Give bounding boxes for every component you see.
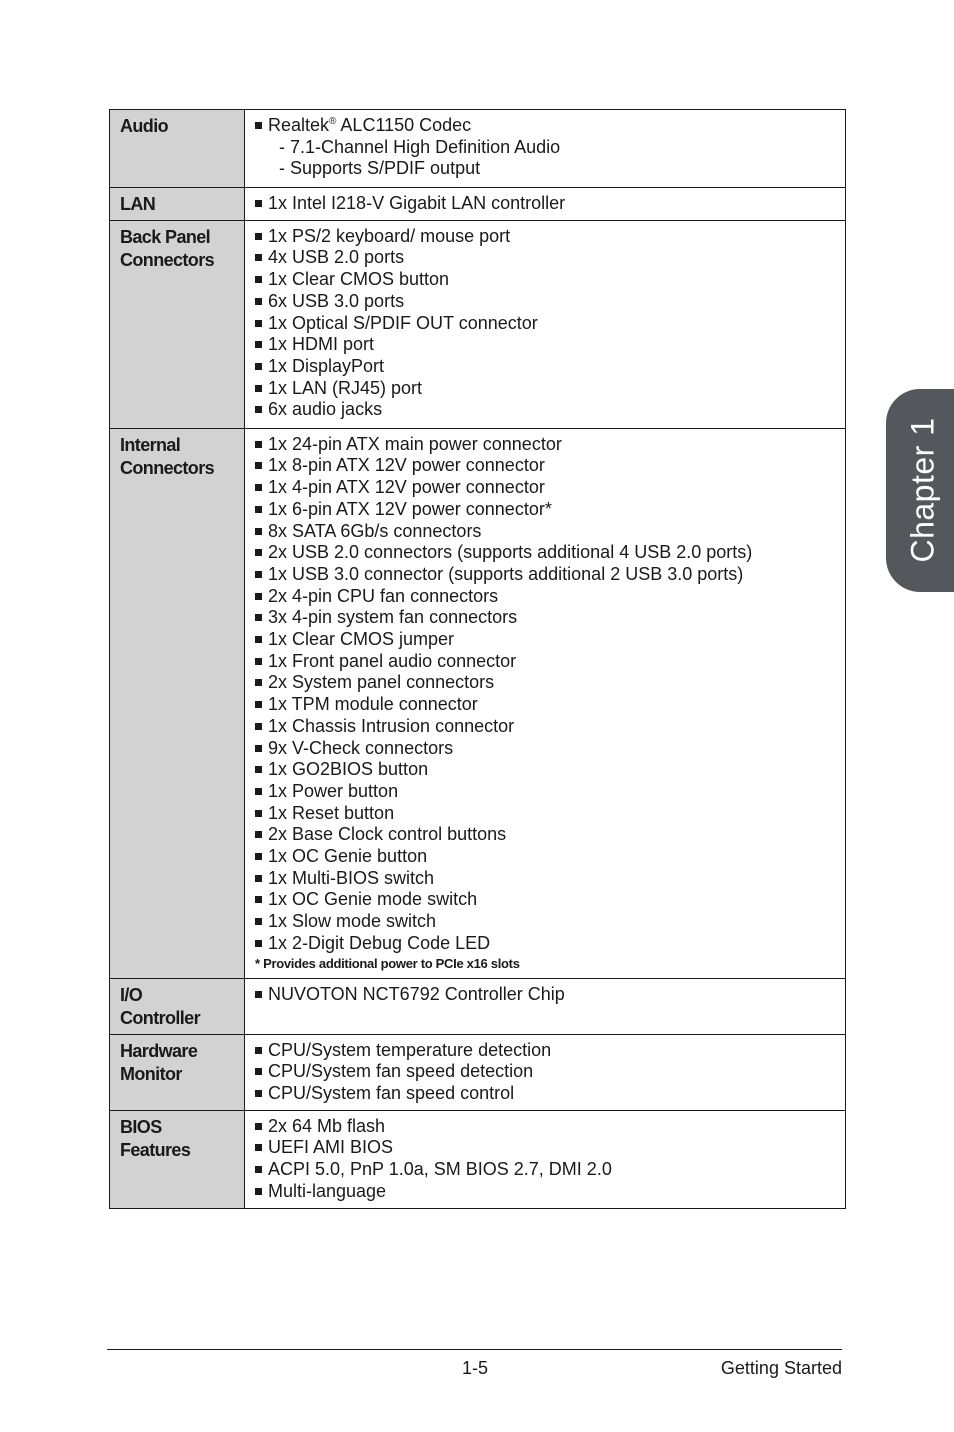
spec-item [255,1137,845,1159]
spec-item [255,586,845,608]
spec-table [109,109,846,1209]
spec-row-io-controller [110,978,846,1034]
spec-item [255,781,845,803]
item-text: 1x Intel I218-V Gigabit LAN controller [268,193,566,213]
spec-item [255,694,845,716]
spec-item [255,984,845,1006]
footer-divider [107,1349,842,1350]
item-text: 1x OC Genie button [268,846,428,867]
spec-item [255,716,845,738]
spec-content [245,1110,846,1208]
spec-item [255,115,845,137]
spec-item [255,607,845,629]
bullet-square-icon [255,441,262,448]
bullet-square-icon [255,200,262,207]
label-line: Hardware [120,1040,198,1061]
item-text: UEFI AMI BIOS [268,1137,394,1158]
spec-row-audio [110,110,846,188]
item-text: 1x 6-pin ATX 12V power connector* [268,498,552,519]
item-text: 6x USB 3.0 ports [268,290,405,311]
spec-label [110,1034,245,1110]
item-text: 2x 64 Mb flash [268,1115,386,1136]
spec-item [255,291,845,313]
spec-label [110,220,245,428]
label-line: Connectors [120,457,215,478]
item-text: 6x audio jacks [268,399,383,420]
spec-subitem: - Supports S/PDIF output [279,158,481,179]
bullet-square-icon [255,1090,262,1097]
item-text: 1x Chassis Intrusion connector [268,715,515,736]
item-text: 1x DisplayPort [268,355,385,376]
label-line: Monitor [120,1063,182,1084]
spec-item [255,455,845,477]
bullet-square-icon [255,831,262,838]
spec-item [255,738,845,760]
bullet-square-icon [255,1123,262,1130]
bullet-square-icon [255,462,262,469]
spec-subitem: - 7.1-Channel High Definition Audio [279,136,561,157]
bullet-square-icon [255,810,262,817]
item-text: 3x 4-pin system fan connectors [268,607,518,628]
spec-item [255,356,845,378]
label-line: Controller [120,1007,201,1028]
item-text: 1x OC Genie mode switch [268,889,478,910]
bullet-square-icon [255,233,262,240]
item-text: 1x Reset button [268,802,395,823]
spec-row-bios-features [110,1110,846,1208]
bullet-square-icon [255,679,262,686]
spec-item [255,759,845,781]
bullet-square-icon [255,506,262,513]
item-text: 1x Front panel audio connector [268,650,517,671]
item-text: 1x Clear CMOS jumper [268,629,455,650]
footer-section-name: Getting Started [720,1358,842,1378]
spec-label [110,1110,245,1208]
label-line: I/O [120,984,143,1005]
bullet-square-icon [255,484,262,491]
item-text: CPU/System temperature detection [268,1039,552,1060]
chapter-tab-label: Chapter 1 [904,417,941,563]
item-text: 1x TPM module connector [268,694,478,715]
bullet-square-icon [255,320,262,327]
item-text: 1x USB 3.0 connector (supports additional 2 USB 3.0 ports) [268,563,744,584]
spec-content [245,110,846,188]
spec-content [245,188,846,221]
item-text: CPU/System fan speed detection [268,1061,534,1082]
bullet-square-icon [255,788,262,795]
item-text: 1x LAN (RJ45) port [268,377,423,398]
label-line: Internal [120,434,181,455]
bullet-square-icon [255,614,262,621]
item-text: 4x USB 2.0 ports [268,247,405,268]
item-text: 1x Slow mode switch [268,911,437,932]
spec-item [255,1083,845,1105]
registered-mark: ® [329,116,337,127]
bullet-square-icon [255,276,262,283]
bullet-square-icon [255,896,262,903]
spec-label [110,110,245,188]
spec-item [255,1181,845,1203]
item-text: ALC1150 Codec [340,115,472,135]
bullet-square-icon [255,701,262,708]
spec-item [255,868,845,890]
bullet-square-icon [255,991,262,998]
spec-item [255,226,845,248]
page-number: 1-5 [462,1358,489,1378]
item-text: 1x 4-pin ATX 12V power connector [268,477,545,498]
item-text: 1x 24-pin ATX main power connector [268,433,562,454]
spec-item [255,824,845,846]
bullet-square-icon [255,1166,262,1173]
bullet-square-icon [255,122,262,129]
item-text: 9x V-Check connectors [268,737,454,758]
spec-item [255,889,845,911]
bullet-square-icon [255,745,262,752]
spec-item [255,334,845,356]
item-text: 1x Clear CMOS button [268,269,450,290]
spec-content [245,978,846,1034]
spec-label [110,978,245,1034]
item-text: 1x 8-pin ATX 12V power connector [268,455,545,476]
spec-content [245,220,846,428]
item-text: NUVOTON NCT6792 Controller Chip [268,983,565,1004]
spec-item [255,1116,845,1138]
spec-item [255,629,845,651]
spec-item [255,1159,845,1181]
spec-item [255,477,845,499]
bullet-square-icon [255,406,262,413]
item-text: 8x SATA 6Gb/s connectors [268,520,482,541]
label-line: Connectors [120,249,215,270]
bullet-square-icon [255,636,262,643]
spec-content [245,428,846,978]
item-text: 1x Power button [268,780,399,801]
label-line: LAN [120,194,156,214]
item-text: 2x Base Clock control buttons [268,824,507,845]
spec-item [255,378,845,400]
item-text: 1x Optical S/PDIF OUT connector [268,312,538,333]
label-line: Audio [120,116,168,136]
bullet-square-icon [255,1068,262,1075]
spec-row-lan [110,188,846,221]
bullet-square-icon [255,918,262,925]
item-text: ACPI 5.0, PnP 1.0a, SM BIOS 2.7, DMI 2.0 [268,1159,612,1180]
item-text: 2x USB 2.0 connectors (supports additional 4 USB 2.0 ports) [268,542,753,563]
spec-item [255,542,845,564]
spec-row-hardware-monitor [110,1034,846,1110]
item-text: CPU/System fan speed control [268,1082,515,1103]
bullet-square-icon [255,766,262,773]
bullet-square-icon [255,549,262,556]
bullet-square-icon [255,723,262,730]
spec-item [255,846,845,868]
spec-item [255,651,845,673]
spec-item [255,803,845,825]
bullet-square-icon [255,1047,262,1054]
item-text: 2x System panel connectors [268,672,495,693]
item-text: 1x 2-Digit Debug Code LED [268,932,491,953]
label-line: Features [120,1139,191,1160]
spec-label [110,188,245,221]
bullet-square-icon [255,528,262,535]
item-text: 2x 4-pin CPU fan connectors [268,585,499,606]
spec-item [255,313,845,335]
bullet-square-icon [255,1144,262,1151]
item-text: 1x Multi-BIOS switch [268,867,435,888]
footnote: * Provides additional power to PCIe x16 slots [255,955,520,971]
bullet-square-icon [255,593,262,600]
spec-item [255,499,845,521]
item-text: 1x HDMI port [268,334,375,355]
label-line: Back Panel [120,226,211,247]
item-text: Realtek [268,115,330,135]
bullet-square-icon [255,341,262,348]
spec-item [255,933,845,955]
spec-item [255,269,845,291]
bullet-square-icon [255,940,262,947]
spec-item [255,1040,845,1062]
spec-row-internal [110,428,846,978]
spec-item [255,911,845,933]
spec-label [110,428,245,978]
spec-item [255,193,845,215]
spec-item [255,1061,845,1083]
spec-item [255,399,845,421]
spec-item [255,434,845,456]
item-text: 1x GO2BIOS button [268,759,429,780]
spec-content [245,1034,846,1110]
spec-item [255,564,845,586]
bullet-square-icon [255,853,262,860]
bullet-square-icon [255,1188,262,1195]
item-text: 1x PS/2 keyboard/ mouse port [268,225,511,246]
bullet-square-icon [255,385,262,392]
item-text: Multi-language [268,1180,387,1201]
bullet-square-icon [255,571,262,578]
spec-item [255,672,845,694]
spec-item [255,521,845,543]
spec-row-back-panel [110,220,846,428]
bullet-square-icon [255,658,262,665]
bullet-square-icon [255,298,262,305]
bullet-square-icon [255,363,262,370]
bullet-square-icon [255,875,262,882]
bullet-square-icon [255,254,262,261]
spec-item [255,247,845,269]
label-line: BIOS [120,1116,162,1137]
